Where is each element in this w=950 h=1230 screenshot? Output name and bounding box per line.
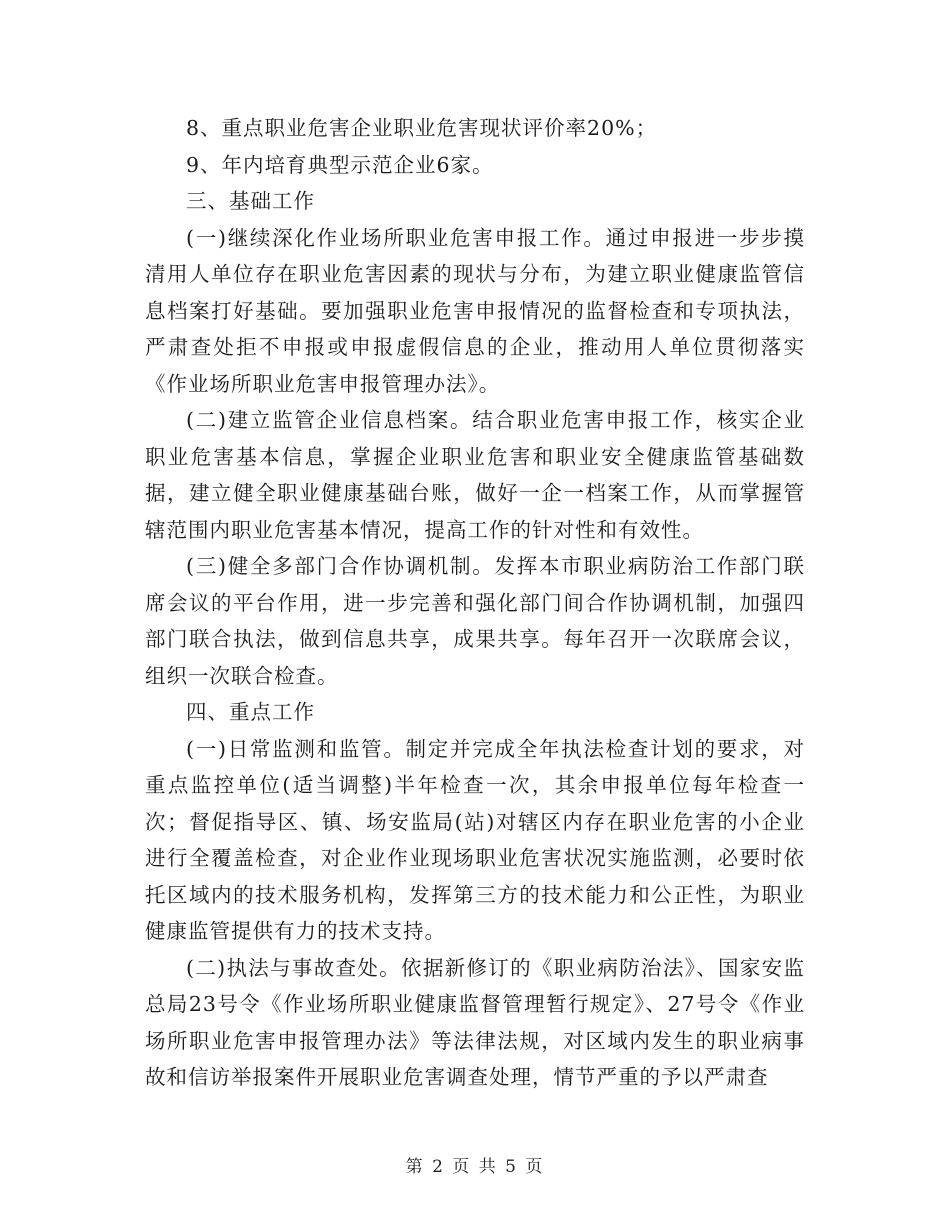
- page-number: 第 2 页 共 5 页: [405, 1157, 545, 1177]
- paragraph-info-archive: (二)建立监管企业信息档案。结合职业危害申报工作，核实企业职业危害基本信息，掌握企业职业危害和职业安全健康监管基础数据，建立健全职业健康基础台账，做好一企一档案工作，从而掌握管辖范围内职业危害基本情况，提高工作的针对性和有效性。: [145, 408, 805, 542]
- section-heading-basic-work: 三、基础工作: [186, 189, 315, 213]
- list-item-8: 8、重点职业危害企业职业危害现状评价率20%；: [186, 116, 658, 140]
- paragraph-daily-monitoring: (一)日常监测和监管。制定并完成全年执法检查计划的要求，对重点监控单位(适当调整)半年检查一次，其余申报单位每年检查一次；督促指导区、镇、场安监局(站)对辖区内存在职业危害的小企业进行全覆盖检查，对企业作业现场职业危害状况实施监测，必要时依托区域内的技术服务机构，发挥第三方的技术能力和公正性，为职业健康监管提供有力的技术支持。: [145, 736, 805, 943]
- section-heading-key-work: 四、重点工作: [186, 700, 315, 724]
- list-item-9: 9、年内培育典型示范企业6家。: [186, 152, 494, 177]
- paragraph-law-enforcement: (二)执法与事故查处。依据新修订的《职业病防治法》、国家安监总局23号令《作业场所职业健康监督管理暂行规定》、27号令《作业场所职业危害申报管理办法》等法律法规，对区域内发生的职业病事故和信访举报案件开展职业危害调查处理，情节严重的予以严肃查: [145, 955, 805, 1089]
- paragraph-coordination: (三)健全多部门合作协调机制。发挥本市职业病防治工作部门联席会议的平台作用，进一步完善和强化部门间合作协调机制，加强四部门联合执法，做到信息共享，成果共享。每年召开一次联席会议，组织一次联合检查。: [145, 554, 805, 688]
- paragraph-declaration-work: (一)继续深化作业场所职业危害申报工作。通过申报进一步步摸清用人单位存在职业危害因素的现状与分布，为建立职业健康监管信息档案打好基础。要加强职业危害申报情况的监督检查和专项执法，严肃查处拒不申报或申报虚假信息的企业，推动用人单位贯彻落实《作业场所职业危害申报管理办法》。: [145, 225, 805, 396]
- document-body: [145, 110, 805, 1096]
